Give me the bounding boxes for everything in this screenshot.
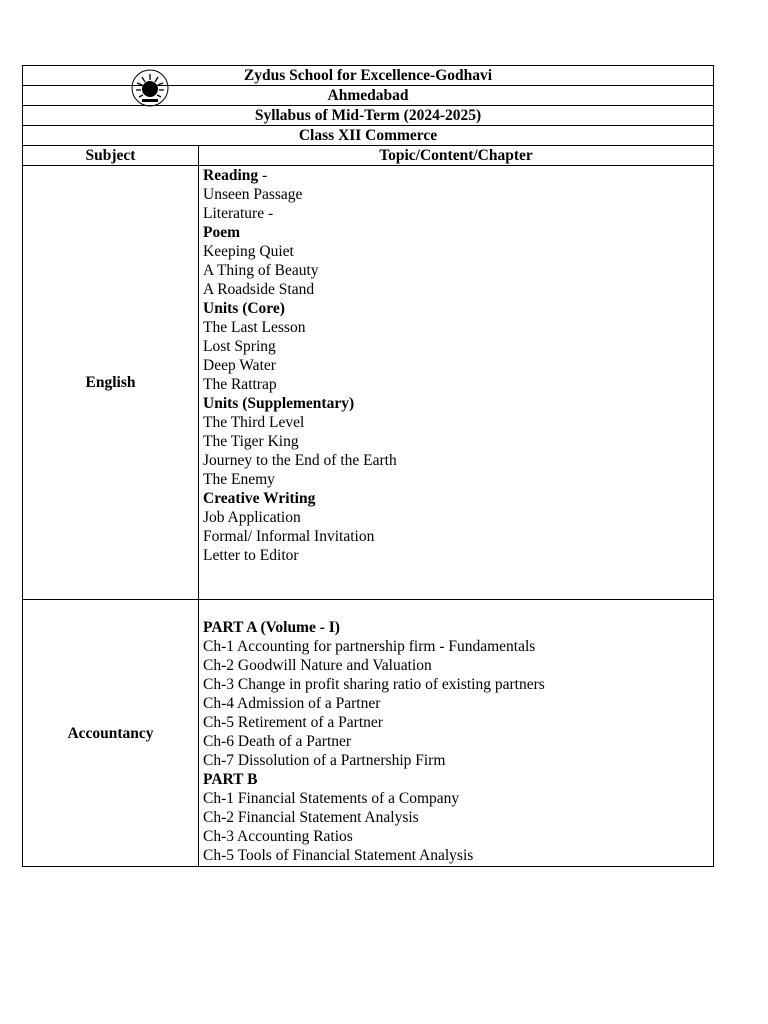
topic-item [203, 299, 713, 318]
topic-text: The Enemy [203, 471, 275, 488]
topic-text: Ch-2 Goodwill Nature and Valuation [203, 657, 432, 674]
topic-item [203, 732, 713, 751]
topic-heading: Units (Supplementary) [203, 395, 355, 412]
topic-text: Letter to Editor [203, 547, 299, 564]
subject-row-english [23, 166, 714, 600]
topic-text: Ch-2 Financial Statement Analysis [203, 809, 419, 826]
topic-item [203, 789, 713, 808]
topic-item [203, 656, 713, 675]
class-row [23, 126, 714, 146]
topic-text: Unseen Passage [203, 186, 303, 203]
topic-item [203, 827, 713, 846]
topic-text: The Tiger King [203, 433, 299, 450]
topic-suffix: - [258, 167, 268, 184]
topic-text: A Roadside Stand [203, 281, 315, 298]
topic-column-header: Topic/Content/Chapter [379, 147, 533, 164]
topic-text: Lost Spring [203, 338, 276, 355]
topic-text: A Thing of Beauty [203, 262, 319, 279]
city-row [23, 86, 714, 106]
column-header-row [23, 146, 714, 166]
topic-item [203, 808, 713, 827]
topic-item [203, 770, 713, 789]
topic-item [203, 166, 713, 185]
topic-item [203, 413, 713, 432]
topic-text: Ch-6 Death of a Partner [203, 733, 352, 750]
school-name: Zydus School for Excellence-Godhavi [243, 67, 493, 84]
topic-item [203, 637, 713, 656]
topic-item [203, 375, 713, 394]
topic-item [203, 508, 713, 527]
topic-item [203, 261, 713, 280]
topic-text: Ch-1 Accounting for partnership firm - Fundamentals [203, 638, 536, 655]
topic-heading: PART A (Volume - I) [203, 619, 340, 636]
topic-item [203, 204, 713, 223]
topic-text: Ch-4 Admission of a Partner [203, 695, 381, 712]
subject-name: Accountancy [67, 724, 154, 742]
subject-name: English [85, 374, 136, 391]
subject-column-header: Subject [85, 147, 136, 164]
topic-list [199, 166, 714, 600]
topic-item [203, 223, 713, 242]
topic-text: Ch-5 Retirement of a Partner [203, 714, 383, 731]
topic-item [203, 356, 713, 375]
topic-item [203, 470, 713, 489]
topic-text: The Rattrap [203, 376, 277, 393]
topic-heading: Poem [203, 224, 241, 241]
school-logo-icon [130, 68, 170, 108]
class-title: Class XII Commerce [298, 127, 438, 144]
topic-text: The Last Lesson [203, 319, 306, 336]
topic-item [203, 546, 713, 565]
topic-item [203, 318, 713, 337]
topic-item [203, 751, 713, 770]
subject-row-accountancy [23, 600, 714, 867]
topic-text: Ch-3 Accounting Ratios [203, 828, 353, 845]
syllabus-table [22, 65, 714, 867]
topic-text: Ch-5 Tools of Financial Statement Analysis [203, 847, 474, 864]
topic-text: Ch-3 Change in profit sharing ratio of existing partners [203, 676, 545, 693]
city-name: Ahmedabad [327, 87, 409, 104]
topic-item [203, 280, 713, 299]
topic-text: Deep Water [203, 357, 276, 374]
topic-item [203, 675, 713, 694]
topic-item [203, 242, 713, 261]
topic-text: Journey to the End of the Earth [203, 452, 397, 469]
topic-text: Formal/ Informal Invitation [203, 528, 375, 545]
topic-list [199, 600, 714, 867]
topic-item [203, 337, 713, 356]
topic-text: Keeping Quiet [203, 243, 294, 260]
topic-text: Ch-7 Dissolution of a Partnership Firm [203, 752, 446, 769]
subject-cell [23, 600, 199, 867]
topic-item [203, 489, 713, 508]
topic-text: Ch-1 Financial Statements of a Company [203, 790, 460, 807]
school-name-row [23, 66, 714, 86]
topic-text: The Third Level [203, 414, 305, 431]
topic-item [203, 394, 713, 413]
topic-item [203, 618, 713, 637]
topic-text: Job Application [203, 509, 301, 526]
topic-heading: Units (Core) [203, 300, 285, 317]
subject-cell [23, 166, 199, 600]
topic-heading: PART B [203, 771, 258, 788]
syllabus-sheet [22, 65, 714, 867]
topic-item [203, 451, 713, 470]
topic-heading: Creative Writing [203, 490, 316, 507]
school-name-cell [23, 66, 714, 86]
topic-item [203, 846, 713, 865]
topic-text: Literature - [203, 205, 274, 222]
syllabus-title: Syllabus of Mid-Term (2024-2025) [254, 107, 482, 124]
topic-item [203, 432, 713, 451]
syllabus-title-row [23, 106, 714, 126]
topic-item [203, 185, 713, 204]
topic-item [203, 713, 713, 732]
topic-heading: Reading [203, 167, 259, 184]
topic-item [203, 527, 713, 546]
topic-item [203, 694, 713, 713]
